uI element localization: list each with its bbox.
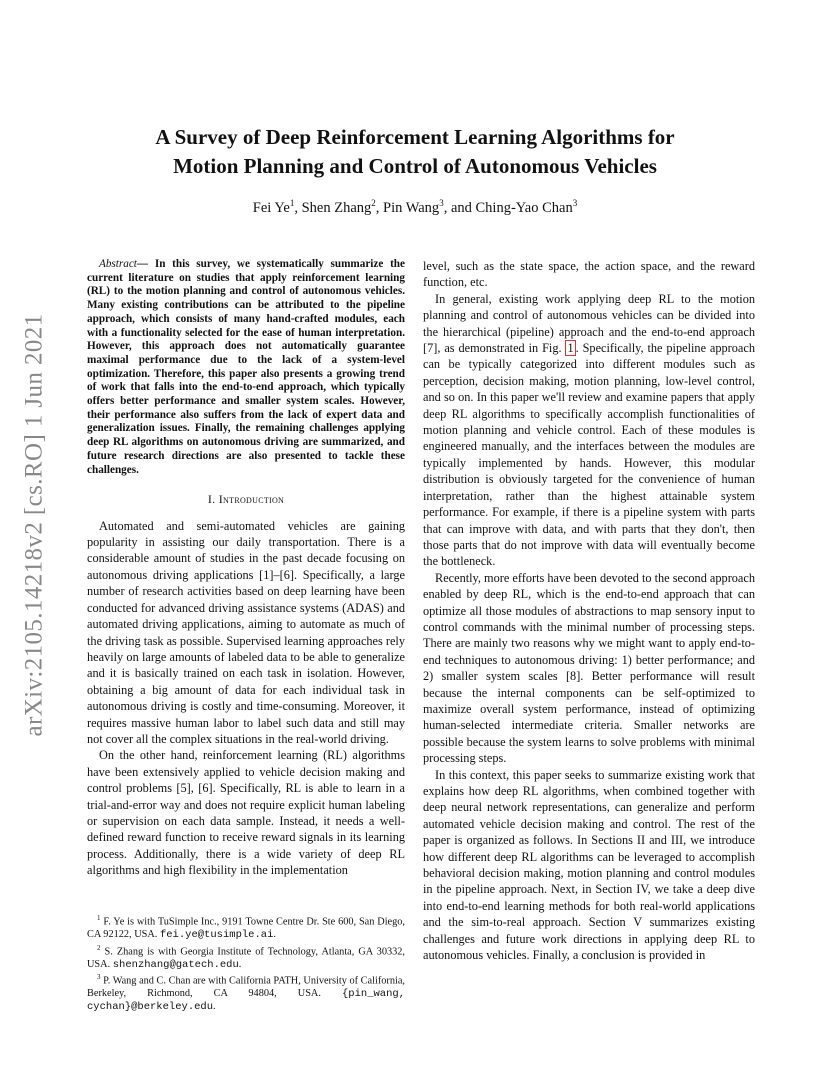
footnote-2-end: . <box>238 958 242 970</box>
abstract <box>87 258 405 477</box>
footnotes <box>87 912 405 1013</box>
footnote-3-end: . <box>213 1000 216 1012</box>
right-paragraph-3: In this context, this paper seeks to summarize existing work that explains how deep RL algorithms, when combined together with deep neural network representations, can generalize and perform automated vehicle decision making and control. The rest of the paper is organized as follows. In Sections II and III, we introduce how different deep RL algorithms can be leveraged to accomplish behavioral decision making, motion planning and control modules in the pipeline approach. Next, in Section IV, we take a deep dive into end-to-end learning methods for both real-world applications and the sim-to-real approach. Section V summarizes existing challenges and future work directions in applying deep RL to autonomous vehicles. Finally, a conclusion is provided in <box>423 767 755 963</box>
left-column <box>87 258 405 879</box>
right-column <box>423 258 755 963</box>
author-4-affil: 3 <box>572 198 578 208</box>
author-3-affil: 3 <box>439 198 444 208</box>
footnote-1 <box>87 912 405 942</box>
title-line-2: Motion Planning and Control of Autonomous Vehicles <box>173 154 657 178</box>
footnote-1-text: F. Ye is with TuSimple Inc., 9191 Towne Centre Dr. Ste 600, San Diego, CA 92122, USA. <box>87 916 405 941</box>
author-3: Pin Wang <box>383 199 440 216</box>
title-line-1: A Survey of Deep Reinforcement Learning Algorithms for <box>155 125 675 149</box>
author-2: Shen Zhang <box>301 199 372 216</box>
author-1-affil: 1 <box>289 198 295 208</box>
intro-paragraph-1: Automated and semi-automated vehicles are gaining popularity in assisting our daily transportation. There is a considerable amount of studies in the past decade focusing on autonomous driving applications [1]–[6]. Specifically, a large number of research activities based on deep learning have been conducted for advanced driving assistance systems (ADAS) and automated driving applications, aiming to automate as much of the driving task as possible. Supervised learning approaches rely heavily on large amounts of labeled data to be able to generalize and it is basically trained on each task in isolation. However, obtaining a big amount of data for each individual task in autonomous driving is costly and time-consuming. Moreover, it requires massive human labor to label such data and still may not cover all the complex situations in the real-world driving. <box>87 518 405 746</box>
abstract-text: — In this survey, we systematically summarize the current literature on studies that apply reinforcement learning (RL) to the motion planning and control of autonomous vehicles. Many existing contributions can be attributed to the pipeline approach, which consists of many hand-crafted modules, each with a functionality selected for the ease of human interpretation. However, this approach does not automatically guarantee maximal performance due to the lack of a system-level optimization. Therefore, this paper also presents a growing trend of work that falls into the end-to-end approach, which typically offers better performance and smaller system scales. However, their performance also suffers from the lack of expert data and generalization issues. Finally, the remaining challenges applying deep RL algorithms on autonomous driving are summarized, and future research directions are also presented to tackle these challenges. <box>87 258 405 476</box>
abstract-lead: Abstract <box>99 258 137 270</box>
footnote-2-marker: 2 <box>97 943 101 952</box>
footnote-1-end: . <box>273 929 276 941</box>
right-paragraph-1-start: In general, existing work applying deep RL to the motion planning and control of autonomous vehicles can be divided into the hierarchical (pipeline) approach and the end-to-end approach [7], as demonstrated in Fig. <box>423 291 755 356</box>
footnote-2-email[interactable]: shenzhang@gatech.edu <box>112 958 239 971</box>
author-1: Fei Ye <box>252 199 290 216</box>
right-paragraph-1 <box>423 291 755 570</box>
paper-title <box>90 123 740 181</box>
footnote-3-marker: 3 <box>97 973 101 982</box>
author-list: Fei Ye$^1$, Shen Zhang$^2$, Pin Wang$^3$, and Ching-Yao Chan$^3$ <box>252 198 578 216</box>
right-paragraph-0: level, such as the state space, the action space, and the reward function, etc. <box>423 259 755 290</box>
footnote-3 <box>87 971 405 1013</box>
section-number: I. <box>207 492 219 507</box>
footnote-2 <box>87 942 405 972</box>
right-paragraph-1-end: . Specifically, the pipeline approach can be typically categorized into different modules such as perception, decision making, motion planning, low-level control, and so on. In this paper we'll review and examine papers that apply deep RL algorithms to specifically accomplish functionalities of motion planning and vehicle control. Each of these modules is engineered manually, and the interfaces between the modules are typically implemented by hands. However, this modular distribution is obviously targeted for the convenience of human interpretation, rather than the highest attainable system performance. For example, if there is a pipeline system with parts that can improve with data, and with parts that they don't, then those parts that do not improve with data will eventually become the bottleneck. <box>423 341 755 569</box>
footnote-2-text: S. Zhang is with Georgia Institute of Technology, Atlanta, GA 30332, USA. <box>87 946 405 970</box>
section-title: Introduction <box>218 492 285 507</box>
footnote-1-email[interactable]: fei.ye@tusimple.ai <box>159 929 274 942</box>
arxiv-id-text: arXiv:2105.14218v2 [cs.RO] 1 Jun 2021 <box>21 313 49 737</box>
section-heading-introduction <box>87 491 405 507</box>
footnote-1-marker: 1 <box>97 914 101 922</box>
footnote-3-text: P. Wang and C. Chan are with California PATH, University of California, Berkeley, Richmond, CA 94804, USA. <box>87 975 405 1000</box>
author-2-affil: 2 <box>371 198 376 208</box>
author-4: Ching-Yao Chan <box>475 199 573 216</box>
intro-paragraph-2: On the other hand, reinforcement learning (RL) algorithms have been extensively applied to vehicle decision making and control problems [5], [6]. Specifically, RL is able to learn in a trial-and-error way and does not require explicit human labeling or supervision on each data sample. Instead, it needs a well-defined reward function to receive reward signals in its learning process. Additionally, there is a wide variety of deep RL algorithms and high flexibility in the implementation <box>87 748 405 878</box>
arxiv-identifier <box>0 290 70 760</box>
right-paragraph-2: Recently, more efforts have been devoted to the second approach enabled by deep RL, which is the end-to-end approach that can optimize all those modules of abstractions to map sensory input to control commands with the minimal number of processing steps. There are mainly two reasons why we might want to apply end-to-end techniques to autonomous driving: 1) better performance; and 2) smaller system scales [8]. Better performance will result because the internal components can be self-optimized to maximize overall system performance, instead of optimizing human-selected intermediate criteria. Smaller networks are possible because the system learns to solve problems with minimal processing steps. <box>423 570 755 766</box>
figure-reference-link[interactable]: 1 <box>567 341 574 356</box>
footnote-3-email[interactable]: {pin_wang, cychan}@berkeley.edu <box>87 988 405 1013</box>
